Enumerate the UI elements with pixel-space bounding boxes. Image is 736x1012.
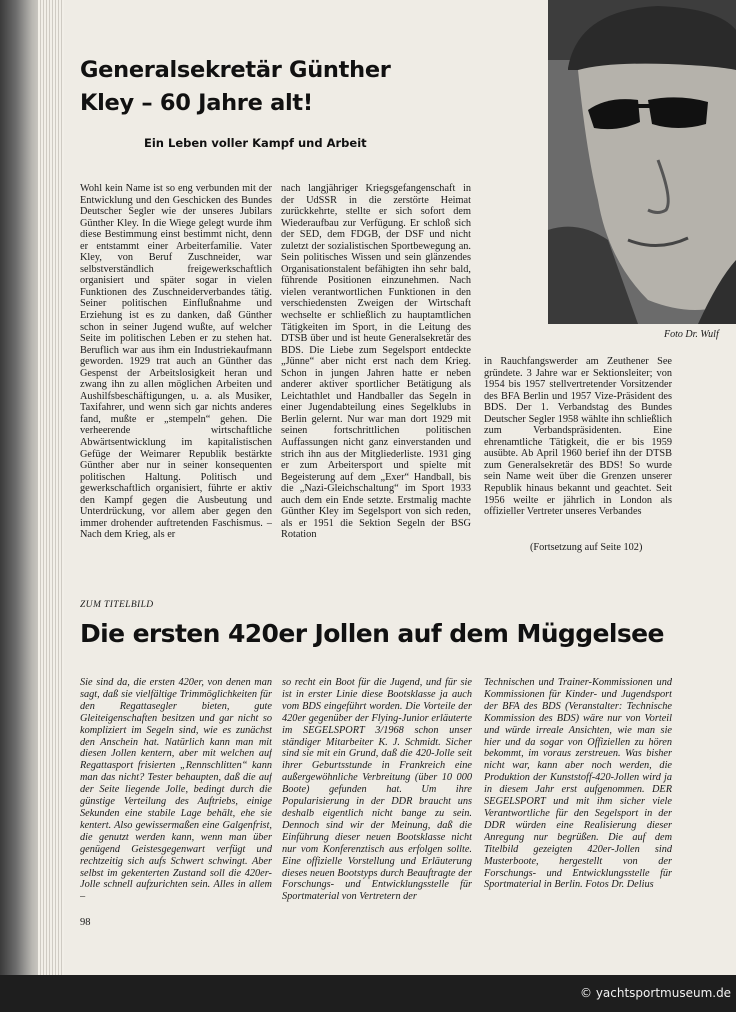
portrait-photo-drawing [548, 0, 736, 324]
section-kicker: ZUM TITELBILD [80, 600, 154, 610]
continuation-note: (Fortsetzung auf Seite 102) [530, 542, 643, 553]
page-number: 98 [80, 917, 91, 928]
article-headline: Generalsekretär Günther Kley – 60 Jahre alt! [80, 57, 391, 116]
photo-credit: Foto Dr. Wulf [664, 329, 719, 340]
second-article-column-1: Sie sind da, die ersten 420er, von denen man sagt, daß sie vielfältige Trimmöglichkeiten für den Regattasegler bieten, gute Gleiteigenschaften besitzen und gar nicht so kompliziert im Segeln sind, wie es zunächst den Anschein hat. Natürlich kann man mit diesen Jollen kentern, aber mit welchen auf Regattasport frisierten „Rennschlitten“ kann man das nicht? Tester behaupten, daß die auf der Seite liegende Jolle, bedingt durch die günstige Verteilung des Auftriebs, einige Sekunden eine stabile Lage behält, ehe sie kentert. Also gewissermaßen eine Galgenfrist, die genutzt werden kann, wenn man über genügend Geistesgegenwart verfügt und rechtzeitig sich aufs Schwert schwingt. Aber selbst im gekenterten Zustand soll die 420er-Jolle schnell aufzurichten sein. Alles in allem – [80, 677, 272, 903]
article-subheadline: Ein Leben voller Kampf und Arbeit [144, 136, 367, 150]
article-text-column-1: Wohl kein Name ist so eng verbunden mit der Entwicklung und den Geschicken des Bundes Deutscher Segler wie der unseres Jubilars Günther Kley. In die Wiege gelegt wurde ihm diese Bestimmung einst bestimmt nicht, denn er entstammt einer Arbeiterfamilie. Vater Kley, von Beruf Zuschneider, war selbstverständlich freigewerkschaftlich organisiert und später sogar in vielen Funktionen des Zuschneiderverbandes tätig. Seiner politischen Einflußnahme und Erziehung ist es zu danken, daß Günther schon in seiner Jugend wußte, auf welcher Seite im politischen Leben er zu stehen hat. Beruflich war aus ihm ein Industriekaufmann geworden. 1929 trat auch an Günther das Gespenst der Arbeitslosigkeit heran und zwang ihn zu allen möglichen Arbeiten und Aushilfsbeschäftigungen, u. a. als Musiker, Taxifahrer, und wenn sich gar nichts anderes fand, mußte er „stempeln“ gehen. Die verheerende wirtschaftliche Abwärtsentwicklung im kapitalistischen Gefüge der Weimarer Republik bestärkte Günther aber nur in seiner konsequenten politischen Haltung. Politisch und gewerkschaftlich organisiert, führte er aktiv den Kampf gegen die Ausbeutung und Unterdrückung, vor allem aber gegen den immer drohender auftretenden Faschismus. – Nach dem Krieg, als er [80, 183, 272, 541]
second-article-headline: Die ersten 420er Jollen auf dem Müggelsee [80, 619, 664, 648]
second-article-column-3: Technischen und Trainer-Kommissionen und Kommissionen für Kinder- und Jugendsport der BFA des BDS (Veranstalter: Technische Kommission des BDS) wäre nur von Vorteil und würde irreale Ansichten, wie man sie hier und da sogar von Offiziellen zu hören bekommt, im voraus zerstreuen. Was bisher nicht war, kann aber noch werden, die Produktion der Kunststoff-420-Jollen wird ja in diesem Jahr erst aufgenommen. DER SEGELSPORT und mit ihm sicher viele Verantwortliche für den Segelsport in der DDR würden eine Realisierung dieser Anregung nur begrüßen. Die auf dem Titelbild gezeigten 420er-Jollen sind Musterboote, hergestellt von der Forschungs- und Entwicklungsstelle für Sportmaterial in Berlin. Fotos Dr. Delius [484, 677, 672, 891]
watermark: © yachtsportmuseum.de [580, 986, 732, 1000]
article-text-column-2: nach langjähriger Kriegsgefangenschaft in der UdSSR in die zerstörte Heimat zurückkehrte, stellte er sich sofort dem Wiederaufbau zur Verfügung. Er schloß sich der SED, dem FDGB, der DSF und nicht zuletzt der sozialistischen Sportbewegung an. Sein politisches Wissen und sein glänzendes Organisationstalent befähigten ihn sehr bald, führende Positionen einzunehmen. Nach vielen verantwortlichen Funktionen in den verschiedensten Zweigen der Wirtschaft wechselte er schließlich zu hauptamtlichen Tätigkeiten im Sport, in die Leitung des DTSB über und ist heute Generalsekretär des BDS. Die Liebe zum Segelsport entdeckte „Jünne“ aber nicht erst nach dem Krieg. Schon in jungen Jahren hatte er neben anderer aktiver sportlicher Betätigung als Leichtathlet und Handballer das Segeln in einer Jugendabteilung eines Segelklubs in Berlin gelernt. Nur war man dort 1929 mit seinen fortschrittlichen politischen Auffassungen nicht ganz einverstanden und strich ihn aus der Mitgliederliste. 1931 ging er zum Arbeitersport und spielte mit Begeisterung auf dem „Exer“ Handball, bis die „Nazi-Gleichschaltung“ im Sport 1933 auch dem ein Ende setzte. Erstmalig machte Günther Kley im Segelsport von sich reden, als er 1951 die Sektion Segeln der BSG Rotation [281, 183, 471, 541]
article-text-column-3: in Rauchfangswerder am Zeuthener See gründete. 3 Jahre war er Sektionsleiter; von 1954 bis 1957 stellvertretender Vorsitzender des BFA Berlin und 1957 Vize-Präsident des BDS. Der 1. Verbandstag des Bundes Deutscher Segler 1958 wählte ihn schließlich zum Verbandspräsidenten. Eine ehrenamtliche Tätigkeit, die er bis 1959 ausübte. Ab April 1960 berief ihn der DTSB zum Generalsekretär des BDS! So wurde sein Name weit über die Grenzen unserer Republik hinaus bekannt und geachtet. Seit 1956 weilte er jährlich in London als offizieller Vertreter unseres Verbandes [484, 356, 672, 518]
portrait-photo [548, 0, 736, 324]
second-article-column-2: so recht ein Boot für die Jugend, und für sie ist in erster Linie diese Bootsklasse ja auch vom BDS eingeführt worden. Die Vorteile der 420er gegenüber der Flying-Junior erläuterte im SEGELSPORT 3/1968 schon unser ständiger Mitarbeiter K. J. Schmidt. Sicher sind sie mit ein Grund, daß die 420-Jolle seit ihrer Geburtsstunde in Frankreich eine außergewöhnliche Verbreitung (über 10 000 Boote) gefunden hat. Um ihre Popularisierung in der DDR braucht uns deshalb eigentlich nicht bange zu sein. Dennoch sind wir der Meinung, daß die Einführung dieser neuen Bootsklasse nicht nur vom Konferenztisch aus erfolgen sollte. Eine offizielle Vorstellung und Erläuterung dieses neuen Bootstyps durch Beauftragte der Forschungs- und Entwicklungsstelle für Sportmaterial von Vertretern der [282, 677, 472, 903]
